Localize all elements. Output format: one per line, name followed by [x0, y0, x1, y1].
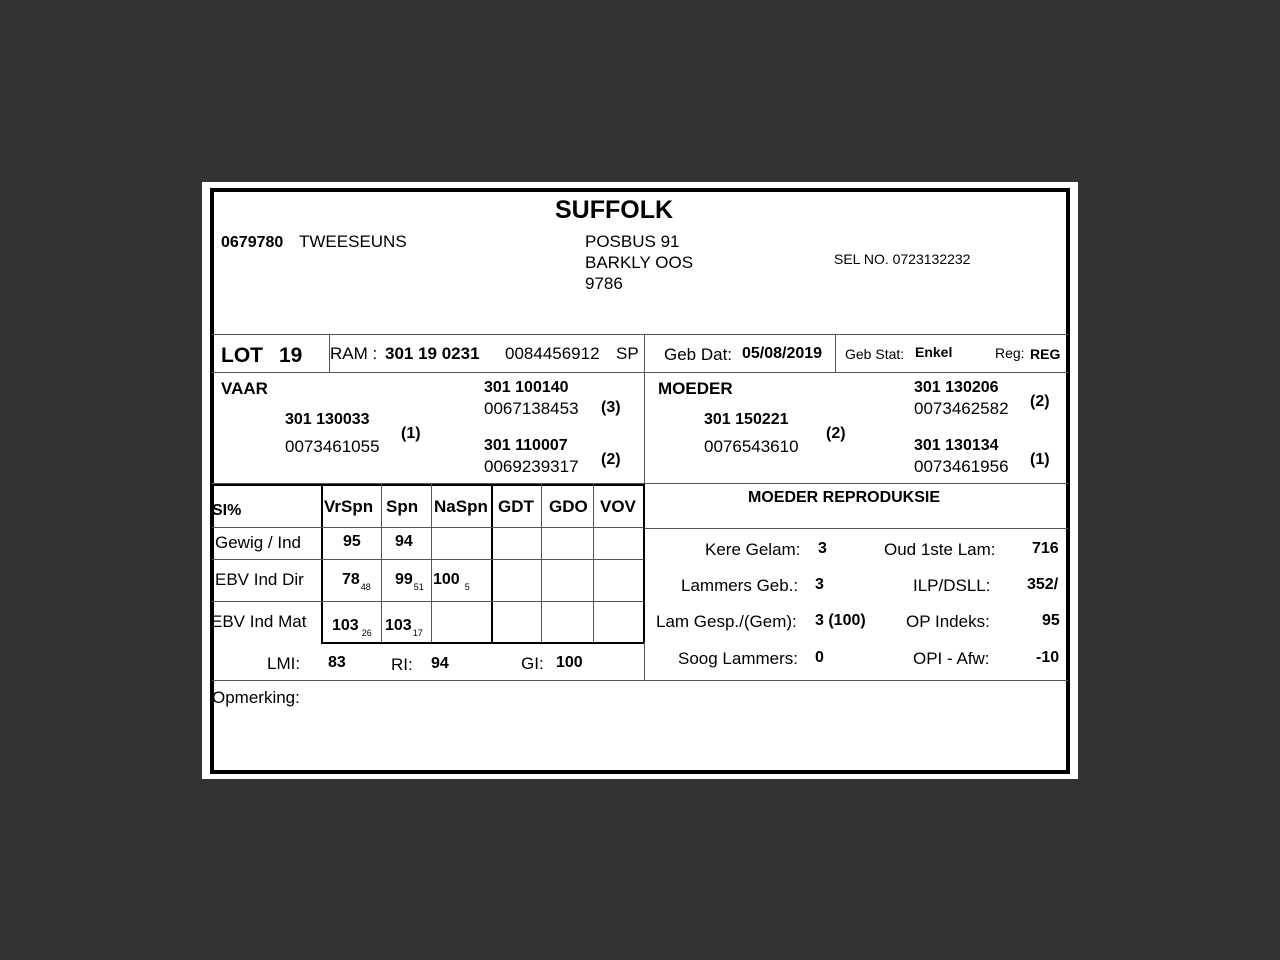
header-si: SI% [212, 502, 242, 519]
dam-granddam-count: (1) [1030, 451, 1050, 468]
repro-value: -10 [1036, 649, 1060, 666]
repro-value: 352/ [1027, 576, 1059, 593]
sire-grandsire-id: 0067138453 [484, 399, 579, 418]
dam-grandsire-number: 301 130206 [914, 379, 999, 396]
ram-number: 301 19 0231 [385, 344, 480, 363]
repro-label: OP Indeks: [906, 612, 990, 631]
phone-number: SEL NO. 0723132232 [834, 251, 971, 267]
dam-count: (2) [826, 425, 846, 442]
repro-value: 3 [815, 576, 824, 593]
table-line [381, 484, 382, 642]
divider [835, 334, 836, 372]
gi-value: 100 [556, 654, 583, 671]
table-border [212, 484, 644, 486]
row-vrspn: 95 [343, 533, 361, 550]
subscript: 17 [412, 628, 423, 638]
divider [212, 334, 1068, 335]
subscript: 26 [361, 628, 372, 638]
lot-label: LOT [221, 344, 263, 367]
table-line [431, 484, 432, 642]
header-naspn: NaSpn [434, 497, 488, 516]
address-line1: POSBUS 91 [585, 232, 680, 251]
address-line3: 9786 [585, 274, 623, 293]
repro-label: Lammers Geb.: [681, 576, 799, 595]
row-spn: 94 [395, 533, 413, 550]
repro-label: Oud 1ste Lam: [884, 540, 996, 559]
table-line [593, 484, 594, 642]
birth-status-label: Geb Stat: [845, 346, 905, 362]
reg-label: Reg: [995, 345, 1025, 361]
table-border [321, 484, 323, 642]
row-label: EBV Ind Dir [215, 570, 304, 589]
header-vrspn: VrSpn [324, 497, 374, 516]
row-naspn [433, 571, 470, 592]
sire-granddam-number: 301 110007 [484, 437, 568, 454]
remarks-label: Opmerking: [212, 688, 300, 707]
divider [212, 372, 1068, 373]
ram-label: RAM : [330, 344, 378, 363]
repro-label: Soog Lammers: [678, 649, 798, 668]
row-label: EBV Ind Mat [211, 612, 307, 631]
repro-value: 3 (100) [815, 612, 866, 629]
row-vrspn [332, 617, 372, 638]
dam-id: 0076543610 [704, 437, 799, 456]
row-vrspn [342, 571, 371, 592]
lmi-label: LMI: [267, 654, 301, 673]
reproduction-title: MOEDER REPRODUKSIE [748, 489, 941, 506]
value: 103 [332, 617, 359, 634]
subscript: 51 [413, 582, 424, 592]
repro-value: 95 [1042, 612, 1060, 629]
dam-grandsire-id: 0073462582 [914, 399, 1009, 418]
subscript: 48 [360, 582, 371, 592]
owner-code: 0679780 [221, 234, 284, 251]
table-line [212, 559, 644, 560]
repro-label: Kere Gelam: [705, 540, 801, 559]
sire-grandsire-number: 301 100140 [484, 379, 569, 396]
table-border [491, 484, 493, 642]
birth-date: 05/08/2019 [742, 345, 823, 362]
dam-number: 301 150221 [704, 411, 789, 428]
ri-value: 94 [431, 655, 449, 672]
value: 103 [385, 617, 412, 634]
birth-date-label: Geb Dat: [664, 345, 733, 364]
repro-label: ILP/DSLL: [913, 576, 991, 595]
gi-label: GI: [521, 654, 544, 673]
header-spn: Spn [386, 497, 419, 516]
sire-granddam-count: (2) [601, 451, 621, 468]
sire-grandsire-count: (3) [601, 399, 621, 416]
sire-number: 301 130033 [285, 411, 370, 428]
repro-value: 0 [815, 649, 824, 666]
dam-grandsire-count: (2) [1030, 393, 1050, 410]
sire-count: (1) [401, 425, 421, 442]
lmi-value: 83 [328, 654, 346, 671]
breed-title: SUFFOLK [555, 196, 674, 224]
ram-suffix: SP [616, 344, 639, 363]
dam-label: MOEDER [658, 379, 733, 398]
row-spn [385, 617, 423, 638]
table-line [212, 680, 1068, 681]
card-border [210, 188, 1070, 774]
value: 100 [433, 571, 460, 588]
dam-granddam-id: 0073461956 [914, 457, 1009, 476]
lot-number: 19 [279, 344, 303, 367]
repro-value: 3 [818, 540, 827, 557]
sire-label: VAAR [221, 379, 268, 398]
header-gdo: GDO [549, 497, 588, 516]
sire-granddam-id: 0069239317 [484, 457, 579, 476]
table-border [643, 484, 645, 642]
table-line [212, 527, 644, 528]
ram-id: 0084456912 [505, 344, 600, 363]
subscript: 5 [464, 582, 470, 592]
row-spn [395, 571, 424, 592]
repro-label: Lam Gesp./(Gem): [656, 612, 797, 631]
row-label: Gewig / Ind [215, 533, 301, 552]
owner-name: TWEESEUNS [299, 232, 407, 251]
value: 99 [395, 571, 413, 588]
header-vov: VOV [600, 497, 636, 516]
sire-id: 0073461055 [285, 437, 380, 456]
table-border [321, 642, 644, 644]
address-line2: BARKLY OOS [585, 253, 694, 272]
repro-value: 716 [1032, 540, 1059, 557]
table-line [541, 484, 542, 642]
divider [644, 528, 1068, 529]
table-line [212, 601, 644, 602]
value: 78 [342, 571, 360, 588]
dam-granddam-number: 301 130134 [914, 437, 999, 454]
sale-catalogue-card [202, 182, 1078, 779]
birth-status: Enkel [915, 344, 953, 360]
ri-label: RI: [391, 655, 413, 674]
repro-label: OPI - Afw: [913, 649, 990, 668]
header-gdt: GDT [498, 497, 534, 516]
reg-value: REG [1030, 346, 1061, 362]
